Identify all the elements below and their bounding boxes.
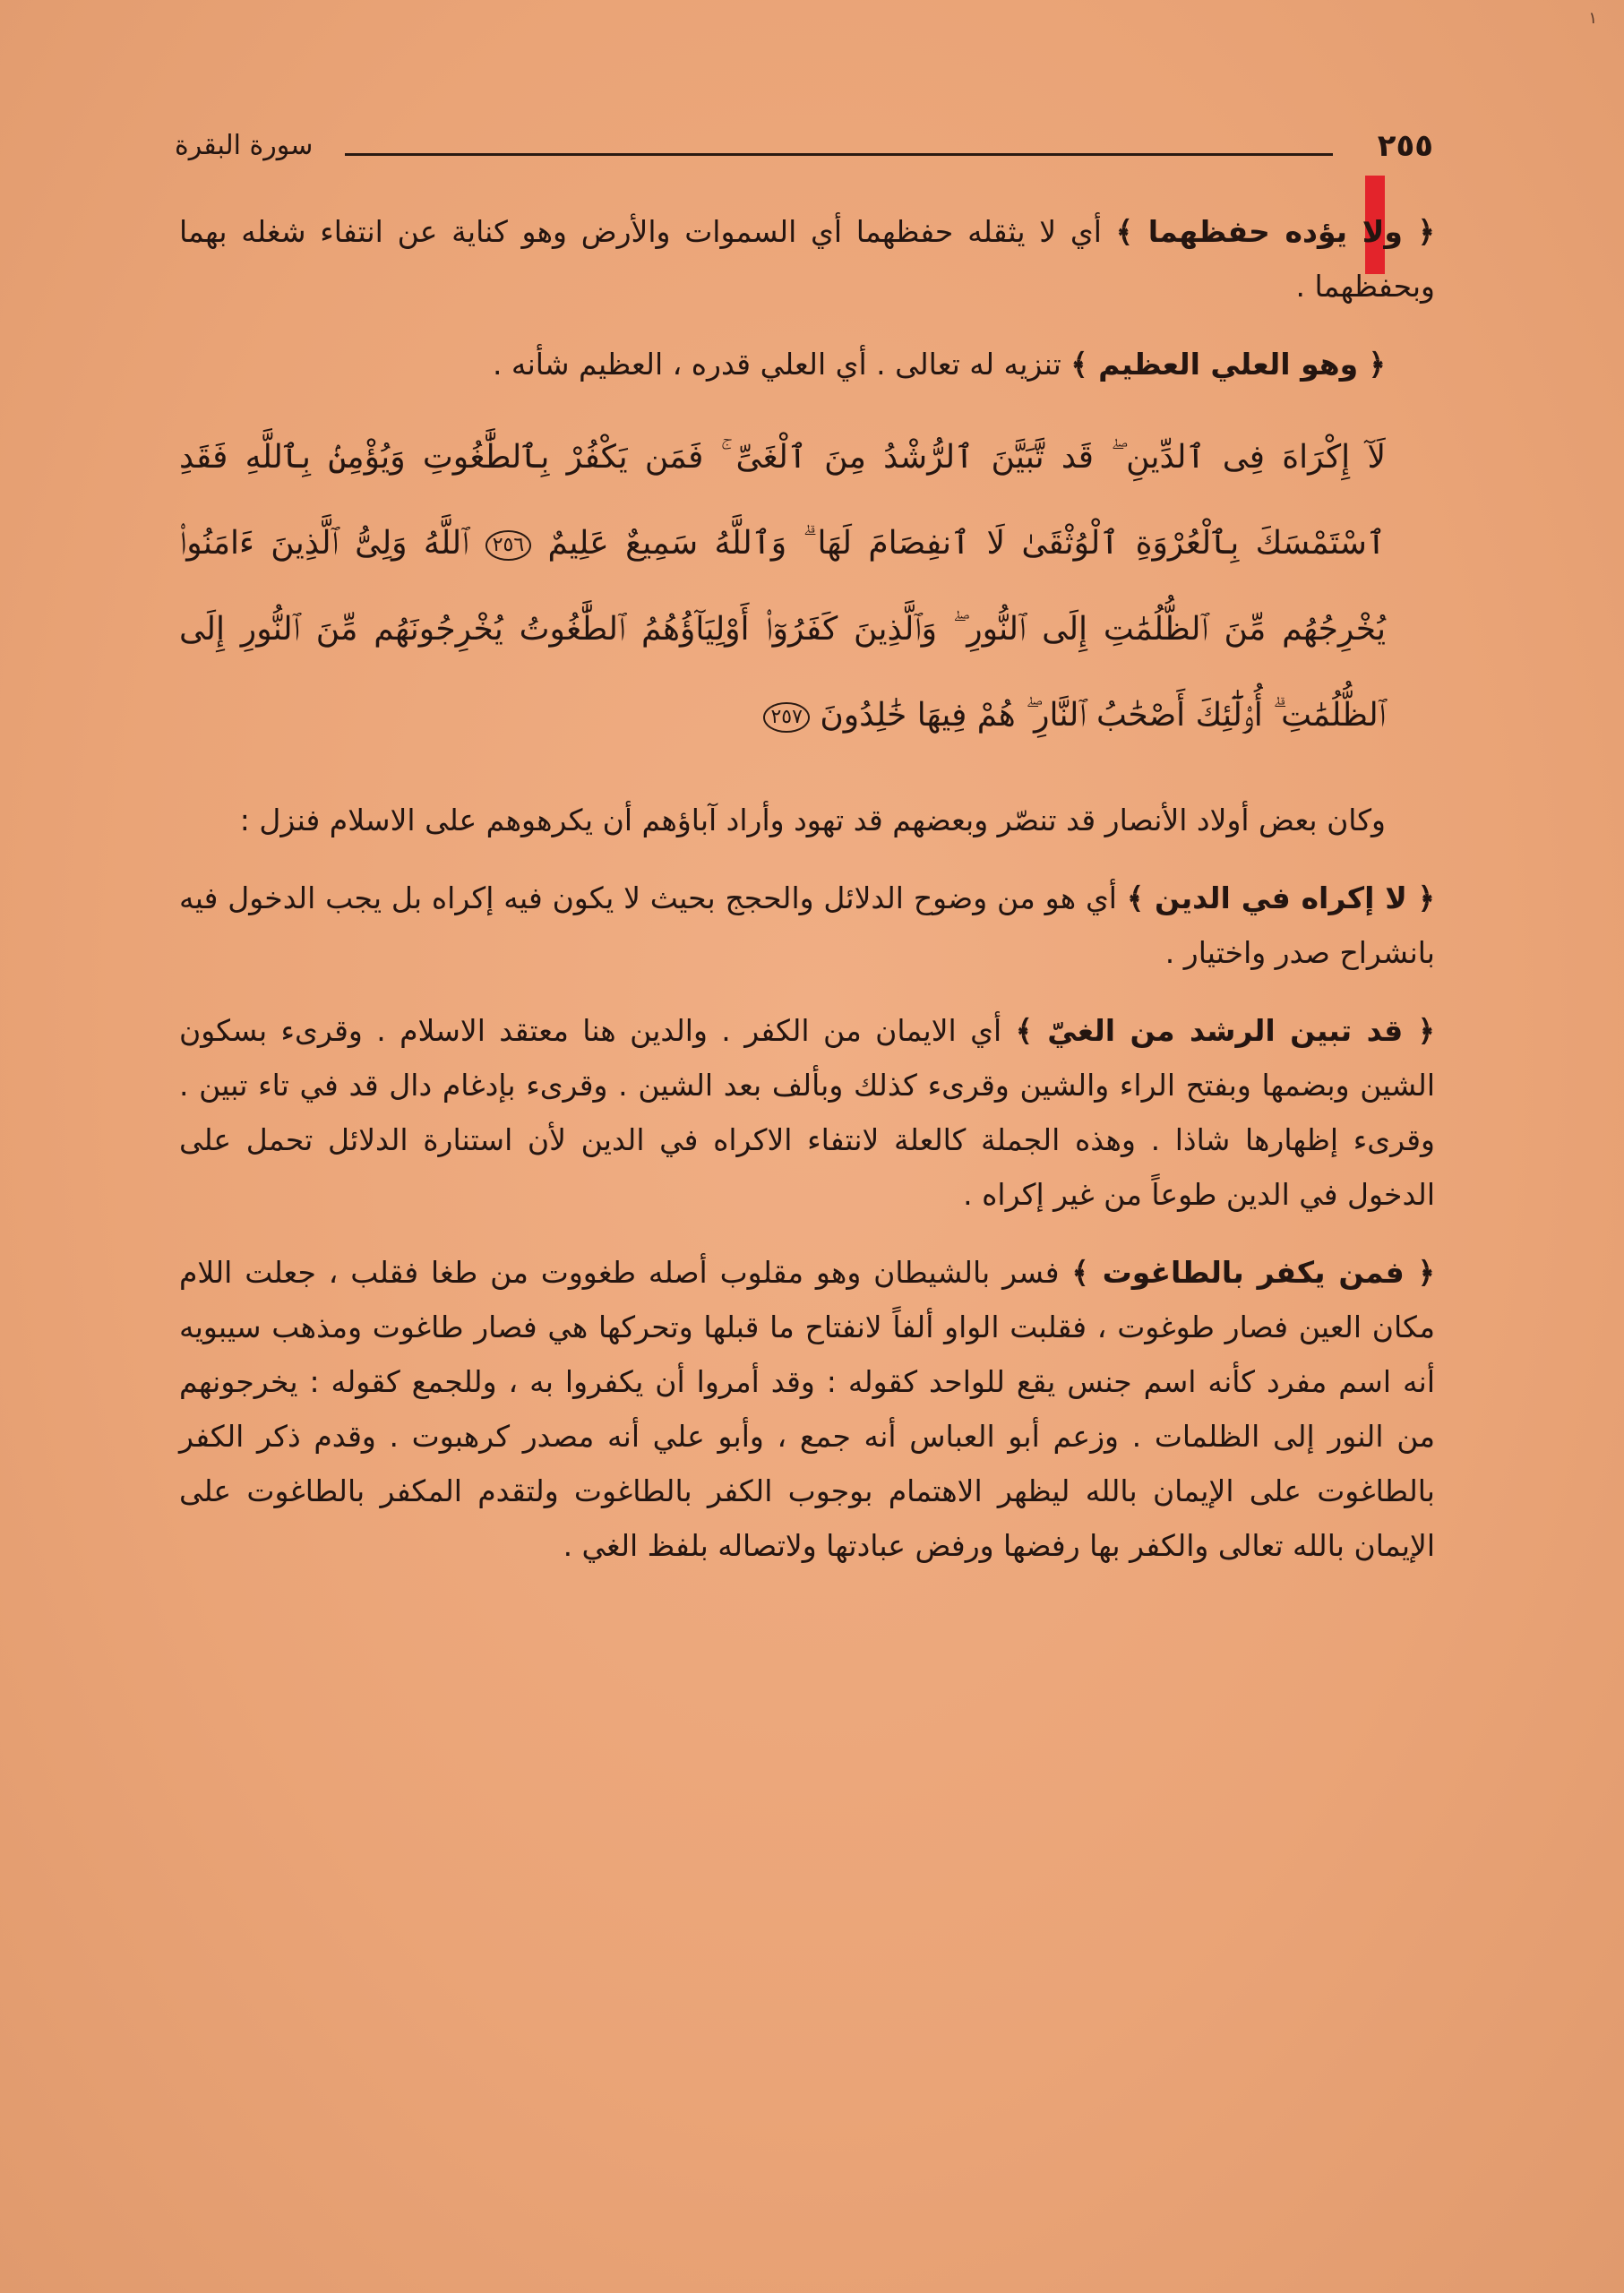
quoted-term: ﴿ لا إكراه في الدين ﴾ (1126, 880, 1436, 915)
edge-mark: ١ (1588, 9, 1597, 28)
ayah-number-marker: ٢٥٧ (763, 702, 809, 733)
verse-text: ٱللَّهُ وَلِىُّ ٱلَّذِينَ ءَامَنُوا۟ يُخْرِجُهُم مِّنَ ٱلظُّلُمَٰتِ إِلَى ٱلنُّورِ ۖ وَٱلَّذِينَ كَفَرُوٓا۟ أَوْلِيَآؤُهُمُ ٱلطَّٰغُوتُ يُخْرِجُونَهُم مِّنَ ٱلنُّورِ إِلَى ٱلظُّلُمَٰتِ ۗ أُو۟لَٰٓئِكَ أَصْحَٰبُ ٱلنَّارِ ۖ هُمْ فِيهَا خَٰلِدُونَ (179, 525, 1386, 734)
quoted-term: ﴿ وهو العلي العظيم ﴾ (1070, 347, 1386, 382)
ayah-number-marker: ٢٥٦ (485, 530, 531, 561)
surah-name: سورة البقرة (175, 130, 314, 161)
paragraph-5 (179, 1003, 1435, 1222)
quoted-term: ﴿ ولا يؤده حفظهما ﴾ (1115, 214, 1435, 249)
commentary-text: أي هو من وضوح الدلائل والحجج بحيث لا يكون فيه إكراه بل يجب الدخول فيه بانشراح صدر واختيار . (179, 880, 1435, 970)
quoted-term: ﴿ قد تبين الرشد من الغيّ ﴾ (1015, 1013, 1435, 1048)
paragraph-6 (179, 1245, 1435, 1573)
header-divider (345, 153, 1333, 156)
commentary-text: أي لا يثقله حفظهما أي السموات والأرض وهو كناية عن انتفاء شغله بهما وبحفظهما . (179, 214, 1435, 304)
page-body (179, 204, 1435, 1596)
paragraph-4 (179, 871, 1435, 980)
commentary-text: تنزيه له تعالى . أي العلي قدره ، العظيم شأنه . (492, 347, 1071, 382)
verse-text: لَآ إِكْرَاهَ فِى ٱلدِّينِ ۖ قَد تَّبَيَّنَ ٱلرُّشْدُ مِنَ ٱلْغَىِّ ۚ فَمَن يَكْفُرْ بِٱلطَّٰغُوتِ وَيُؤْمِنۢ بِٱللَّهِ فَقَدِ ٱسْتَمْسَكَ بِٱلْعُرْوَةِ ٱلْوُثْقَىٰ لَا ٱنفِصَامَ لَهَا ۗ وَٱللَّهُ سَمِيعٌ عَلِيمٌ (179, 439, 1386, 562)
paragraph-2 (179, 337, 1435, 391)
paragraph-3 (179, 793, 1435, 847)
paragraph-1 (179, 204, 1435, 313)
quoted-term: ﴿ فمن يكفر بالطاغوت ﴾ (1071, 1255, 1435, 1290)
quran-verse-block (179, 415, 1435, 759)
commentary-text: فسر بالشيطان وهو مقلوب أصله طغووت من طغا فقلب ، جعلت اللام مكان العين فصار طوغوت ، فقلبت الواو ألفاً لانفتاح ما قبلها وتحركها هي فصار طاغوت ومذهب سيبويه أنه اسم مفرد كأنه اسم جنس يقع للواحد كقوله : وقد أمروا أن يكفروا به ، وللجمع كقوله : يخرجونهم من النور إلى الظلمات . وزعم أبو العباس أنه جمع ، وأبو علي أنه مصدر كرهبوت . وقدم ذكر الكفر بالطاغوت على الإيمان بالله ليظهر الاهتمام بوجوب الكفر بالطاغوت ولتقدم المكفر بالطاغوت على الإيمان بالله تعالى والكفر بها رفضها ورفض عبادتها ولاتصاله بلفظ الغي . (179, 1255, 1435, 1563)
page-number: ٢٥٥ (1377, 128, 1433, 164)
page-header (175, 124, 1433, 168)
commentary-text: وكان بعض أولاد الأنصار قد تنصّر وبعضهم قد تهود وأراد آباؤهم أن يكرهوهم على الاسلام فنزل : (239, 803, 1386, 837)
commentary-text: أي الايمان من الكفر . والدين هنا معتقد الاسلام . وقرىء بسكون الشين وبضمها وبفتح الراء والشين وقرىء كذلك وبألف بعد الشين . وقرىء بإدغام دال قد في تاء تبين . وقرىء إظهارها شاذا . وهذه الجملة كالعلة لانتفاء الاكراه في الدين لأن استنارة الدلائل تحمل على الدخول في الدين طوعاً من غير إكراه . (179, 1013, 1435, 1212)
